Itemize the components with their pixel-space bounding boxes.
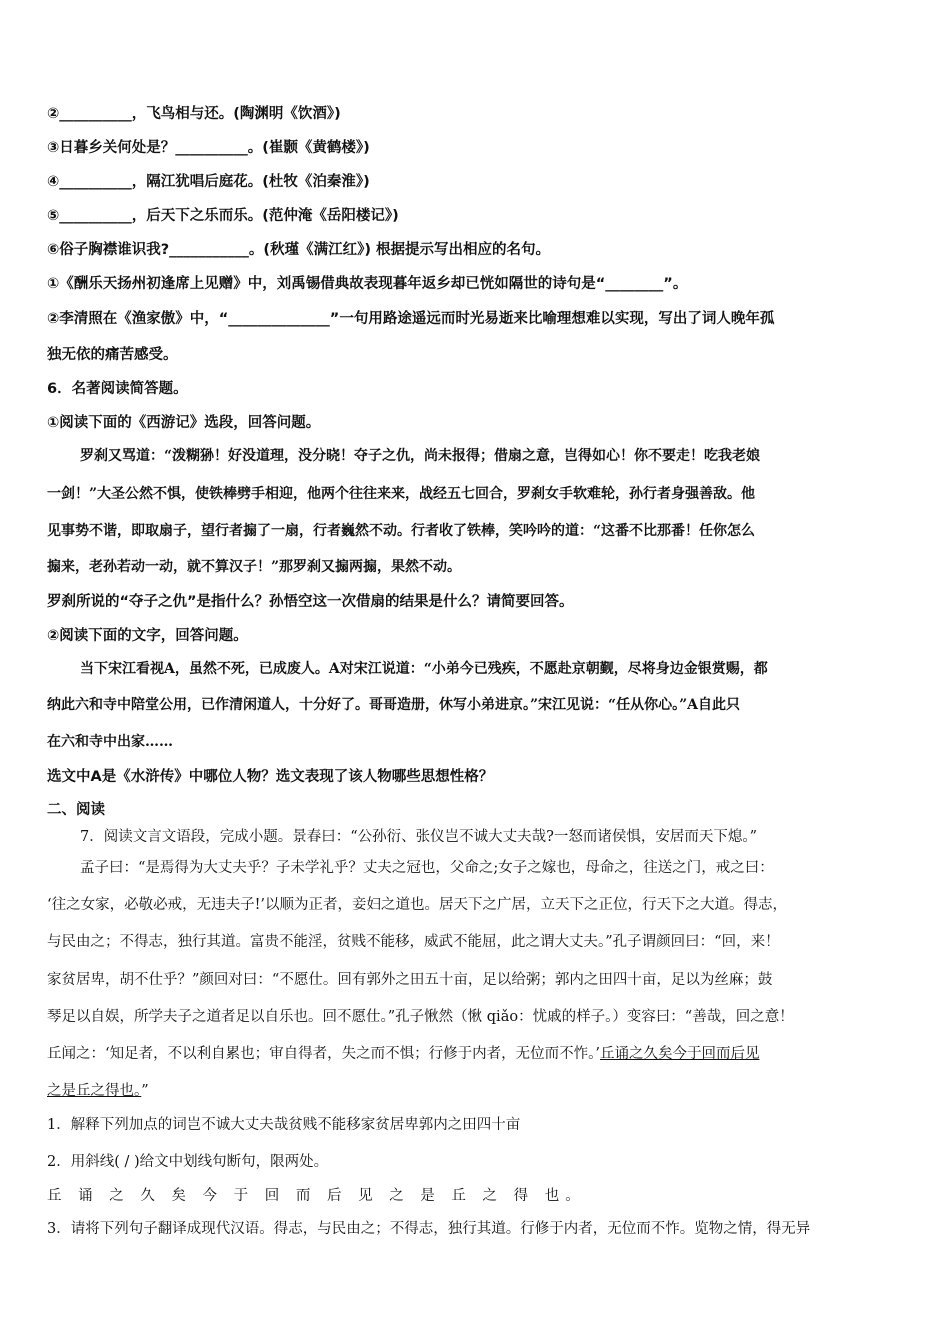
subquestion-2: 2．用斜线( / )给文中划线句断句，限两处。 <box>47 1154 329 1170</box>
subquestion-3: 3．请将下列句子翻译成现代汉语。得志，与民由之；不得志，独行其道。行修于内者，无位而不怍。览物之情，得无异 <box>47 1221 811 1237</box>
xiyouji-passage-line: 搧来，老孙若动一动，就不算汉子！”那罗刹又搧两搧，果然不动。 <box>47 559 462 575</box>
prompt-item-1: ①《酬乐天扬州初逢席上见赠》中，刘禹锡借典故表现暮年返乡却已恍如隔世的诗句是“________”。 <box>47 276 688 292</box>
xiyouji-question: 罗刹所说的“夺子之仇”是指什么？孙悟空这一次借扇的结果是什么？请简要回答。 <box>47 594 574 610</box>
xiyouji-passage-line: 一剑！”大圣公然不惧，使铁棒劈手相迎，他两个往往来来，战经五七回合，罗刹女手软难轮，孙行者身强善敌。他 <box>47 486 756 502</box>
classical-passage-line: 家贫居卑，胡不仕乎？”颜回对曰：“不愿仕。回有郭外之田五十亩，足以给粥；郭内之田四十亩，足以为丝麻；鼓 <box>47 972 773 988</box>
punctuation-sentence: 丘 诵 之 久 矣 今 于 回 而 后 见 之 是 丘 之 得 也。 <box>47 1188 586 1204</box>
underlined-sentence-cont: 之是丘之得也。 <box>47 1083 142 1099</box>
shuihu-instruction: ②阅读下面的文字，回答问题。 <box>47 628 248 644</box>
classical-passage-line: 与民由之；不得志，独行其道。富贵不能淫，贫贱不能移，威武不能屈，此之谓大丈夫。”孔子谓颜回曰：“回，来！ <box>47 934 780 950</box>
xiyouji-instruction: ①阅读下面的《西游记》选段，回答问题。 <box>47 415 321 431</box>
blank-item-6: ⑥俗子胸襟谁识我?___________。(秋瑾《满江红》) 根据提示写出相应的名句。 <box>47 242 550 258</box>
prompt-item-2: ②李清照在《渔家傲》中，“______________”一句用路途遥远而时光易逝来比喻理想难以实现，写出了词人晚年孤 <box>47 311 775 327</box>
blank-item-4: ④__________，隔江犹唱后庭花。(杜牧《泊秦淮》) <box>47 174 370 190</box>
question-6-heading: 6．名著阅读简答题。 <box>47 381 188 397</box>
classical-passage-line: 丘闻之：‘知足者，不以利自累也；审自得者，失之而不惧；行修于内者，无位而不怍。’丘诵之久矣今于回而后见 <box>47 1046 760 1062</box>
prompt-item-2-cont: 独无依的痛苦感受。 <box>47 347 178 363</box>
xiyouji-passage-line: 见事势不谐，即取扇子，望行者搧了一扇，行者巍然不动。行者收了铁棒，笑吟吟的道：“这番不比那番！任你怎么 <box>47 523 756 539</box>
shuihu-question: 选文中A是《水浒传》中哪位人物？选文表现了该人物哪些思想性格？ <box>47 769 494 785</box>
classical-passage-line: 7．阅读文言文语段，完成小题。景春曰：“公孙衍、张仪岂不诚大丈夫哉?一怒而诸侯惧，安居而天下熄。” <box>80 829 758 845</box>
shuihu-passage-line: 在六和寺中出家…… <box>47 734 173 750</box>
shuihu-passage-line: 当下宋江看视A，虽然不死，已成废人。A对宋江说道：“小弟今已残疾，不愿赴京朝觐，尽将身边金银赏赐，都 <box>80 661 768 677</box>
subquestion-1: 1．解释下列加点的词岂不诚大丈夫哉贫贱不能移家贫居卑郭内之田四十亩 <box>47 1117 521 1133</box>
section-two-heading: 二、阅读 <box>47 802 105 818</box>
classical-passage-line: ‘往之女家，必敬必戒，无违夫子!’以顺为正者，妾妇之道也。居天下之广居，立天下之正位，行天下之大道。得志， <box>47 897 788 913</box>
underlined-sentence: 丘诵之久矣今于回而后见 <box>599 1046 760 1062</box>
shuihu-passage-line: 纳此六和寺中陪堂公用，已作清闲道人，十分好了。哥哥造册，休写小弟进京。”宋江见说：“任从你心。”A自此只 <box>47 697 741 713</box>
blank-item-2: ②__________，飞鸟相与还。(陶渊明《饮酒》) <box>47 106 341 122</box>
blank-item-5: ⑤__________，后天下之乐而乐。(范仲淹《岳阳楼记》) <box>47 208 399 224</box>
classical-passage-line: 琴足以自娱，所学夫子之道者足以自乐也。回不愿仕。”孔子愀然（愀 qiǎo：忧戚的样子。）变容曰：“善哉，回之意！ <box>47 1009 794 1025</box>
classical-passage-line: 之是丘之得也。” <box>47 1083 149 1099</box>
blank-item-3: ③日暮乡关何处是？__________。(崔颢《黄鹤楼》) <box>47 140 370 156</box>
xiyouji-passage-line: 罗刹又骂道：“泼糊狲！好没道理，没分晓！夺子之仇，尚未报得；借扇之意，岂得如心！你不要走！吃我老娘 <box>80 448 761 464</box>
classical-passage-line: 孟子曰：“是焉得为大丈夫乎？子未学礼乎？丈夫之冠也，父命之;女子之嫁也，母命之，往送之门，戒之曰： <box>80 860 774 876</box>
